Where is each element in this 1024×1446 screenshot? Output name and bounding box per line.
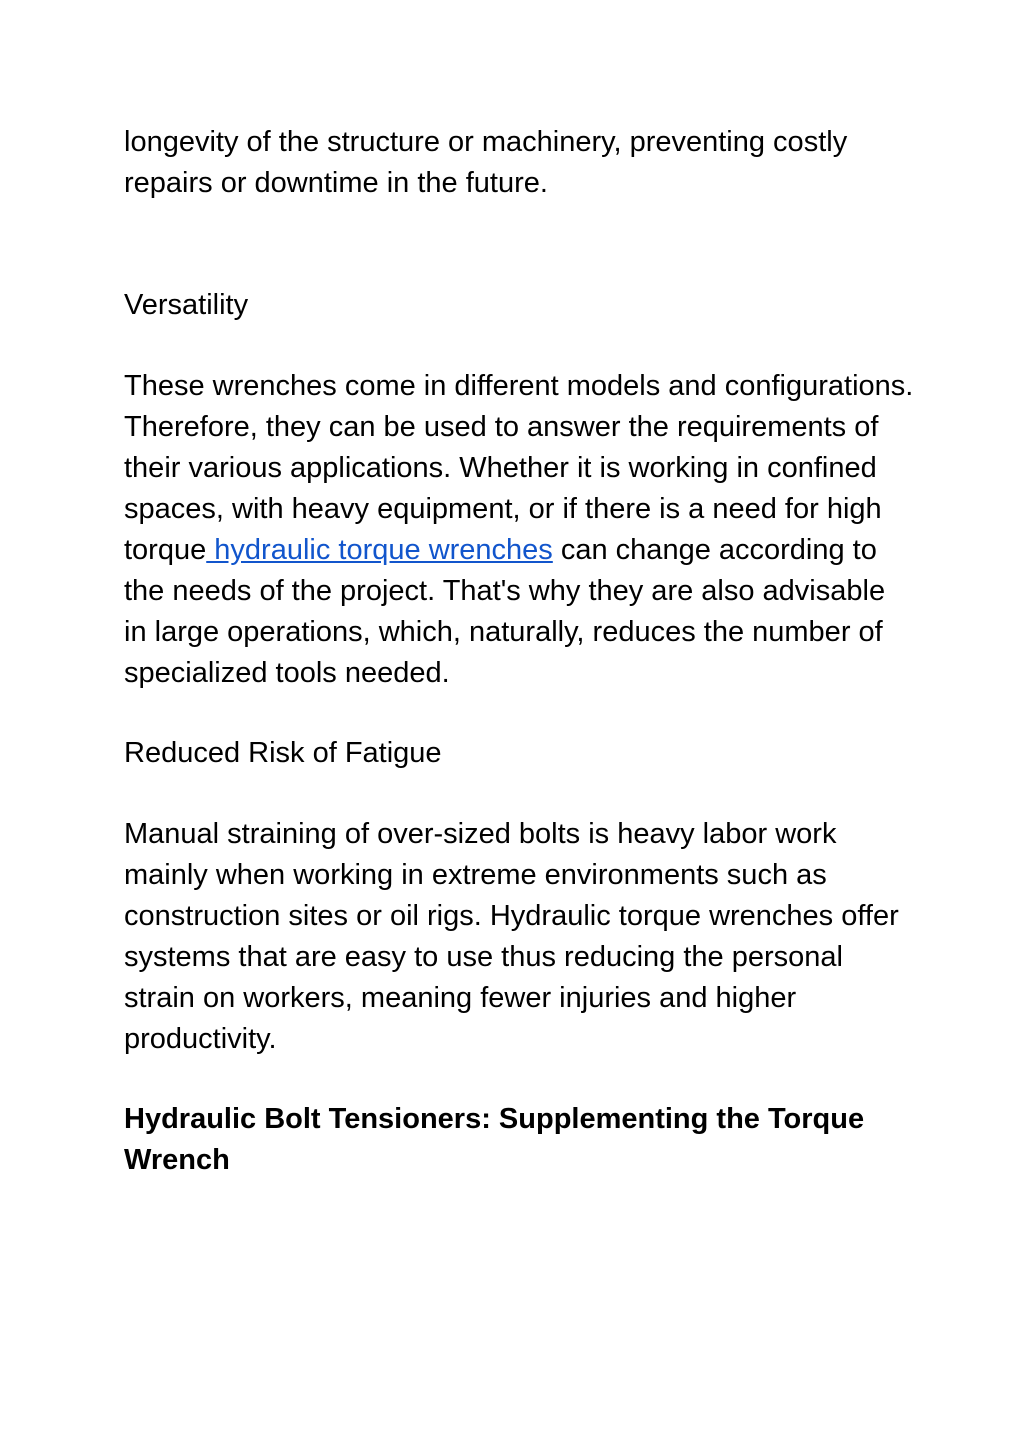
paragraph-versatility — [124, 366, 914, 694]
document-page — [124, 122, 914, 1181]
heading-hydraulic-bolt-tensioners: Hydraulic Bolt Tensioners: Supplementing the Torque Wrench — [124, 1103, 865, 1176]
versatility-text-before-link: These wrenches come in different models and configurations. Therefore, they can be used to answer the requirements of their various applications. Whether it is working in confined spaces, with heavy equipment, or if there is a need for high torque — [124, 370, 914, 566]
paragraph-longevity: longevity of the structure or machinery, preventing costly repairs or downtime in the future. — [124, 126, 848, 199]
paragraph-fatigue: Manual straining of over-sized bolts is heavy labor work mainly when working in extreme environments such as construction sites or oil rigs. Hydraulic torque wrenches offer systems that are easy to use thus reducing the personal strain on workers, meaning fewer injuries and higher productivity. — [124, 818, 899, 1055]
hydraulic-torque-wrenches-link[interactable]: hydraulic torque wrenches — [206, 534, 553, 566]
heading-reduced-risk-of-fatigue: Reduced Risk of Fatigue — [124, 737, 442, 769]
versatility-text-after-link: can change according to the needs of the project. That's why they are also advisable in large operations, which, naturally, reduces the number of specialized tools needed. — [124, 534, 886, 689]
heading-versatility: Versatility — [124, 289, 249, 321]
